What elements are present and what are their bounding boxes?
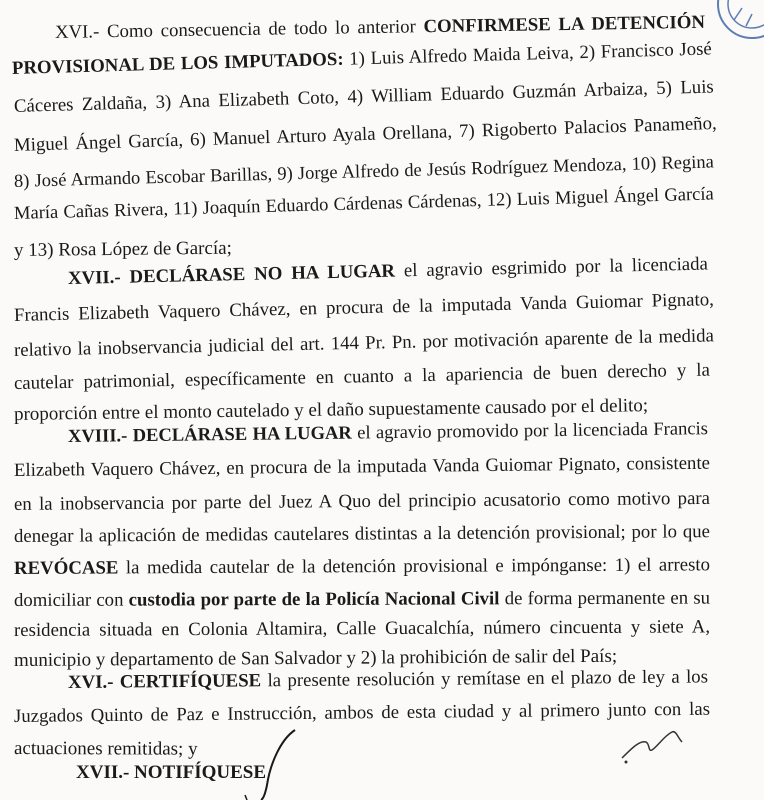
text: 1) Luis Alfredo Maida Leiva, 2) Francisco José [343,38,713,70]
text: relativo la inobservancia judicial del art. 144 Pr. Pn. por motivación aparente de la medida [13,325,715,361]
line-4 [14,113,717,157]
text: Juzgados Quinto de Paz e Instrucción, ambos de esta ciudad y al primero junto con las [13,698,711,727]
text: actuaciones remitidas; y [13,738,198,760]
text: de forma permanente en su [499,587,711,610]
line-10 [14,325,714,362]
text: denegar la aplicación de medidas cautelares distintas a la detención provisional; por lo que [13,521,711,547]
text: María Cañas Rivera, 11) Joaquín Eduardo Cárdenas Cárdenas, 12) Luis Miguel Ángel García [13,183,715,224]
signature-icon [225,725,315,800]
text: Elizabeth Vaquero Chávez, en procura de la imputada Vanda Guiomar Pignato, consistente [13,452,711,481]
bold-text: XVI.- CERTIFÍQUESE [67,670,262,693]
line-3 [14,76,714,118]
stamp-icon [694,0,764,60]
bold-text: XVII.- NOTIFÍQUESE [76,762,267,783]
signature-icon [612,718,692,768]
bold-text: XVIII.- DECLÁRASE HA LUGAR [67,422,352,447]
line-7 [14,237,314,262]
text: XVI.- Como consecuencia de todo lo anterior [54,16,424,43]
text: Miguel Ángel García, 6) Manuel Arturo Ayala Orellana, 7) Rigoberto Palacios Panameño, [13,112,717,156]
line-9 [14,289,714,327]
line-11 [14,360,710,395]
text: la medida cautelar de la detención provisional e impónganse: 1) el arresto [118,554,711,579]
line-19 [14,616,710,642]
bold-text: PROVISIONAL DE LOS IMPUTADOS: [11,48,344,79]
bold-text: custodia por parte de la Policía Nacional Civil [128,588,500,611]
line-21 [68,666,708,694]
text: el agravio promovido por la licenciada Francis [351,418,709,444]
line-1 [55,12,705,44]
bold-text: XVII.- DECLÁRASE NO HA LUGAR [67,260,396,289]
text: Cáceres Zaldaña, 3) Ana Elizabeth Coto, 4) William Eduardo Guzmán Arbaiza, 5) Luis [13,76,715,117]
text: Francis Elizabeth Vaquero Chávez, en procura de la imputada Vanda Guiomar Pignato, [13,289,715,326]
bold-text: CONFIRMESE LA DETENCIÓN [423,11,706,38]
line-16 [14,521,710,548]
line-14 [14,453,710,482]
text: cautelar patrimonial, específicamente en cuanto a la apariencia de buen derecho y la [13,359,711,394]
text: en la inobservancia por parte del Juez A Quo del principio acusatorio como motivo para [13,487,711,515]
text: domiciliar con [13,589,129,611]
text: el agravio esgrimido por la licenciada [394,253,709,282]
line-2 [12,38,712,80]
text: y 13) Rosa López de García; [13,237,232,261]
line-15 [14,488,710,516]
text: la presente resolución y remítase en el plazo de ley a los [261,666,709,692]
bold-text: REVÓCASE [13,557,119,579]
line-6 [14,183,714,225]
text: 8) José Armando Escobar Barillas, 9) Jorge Alfredo de Jesús Rodríguez Mendoza, 10) Regina [13,151,715,191]
text: proporción entre el monto cautelado y el daño supuestamente causado por el delito; [13,395,649,425]
text: residencia situada en Colonia Altamira, Calle Guacalchía, número cincuenta y siete A, [13,616,711,641]
line-18 [14,588,710,612]
line-17 [14,554,710,580]
line-22 [14,699,710,728]
text: municipio y departamento de San Salvador y 2) la prohibición de salir del País; [13,645,618,671]
